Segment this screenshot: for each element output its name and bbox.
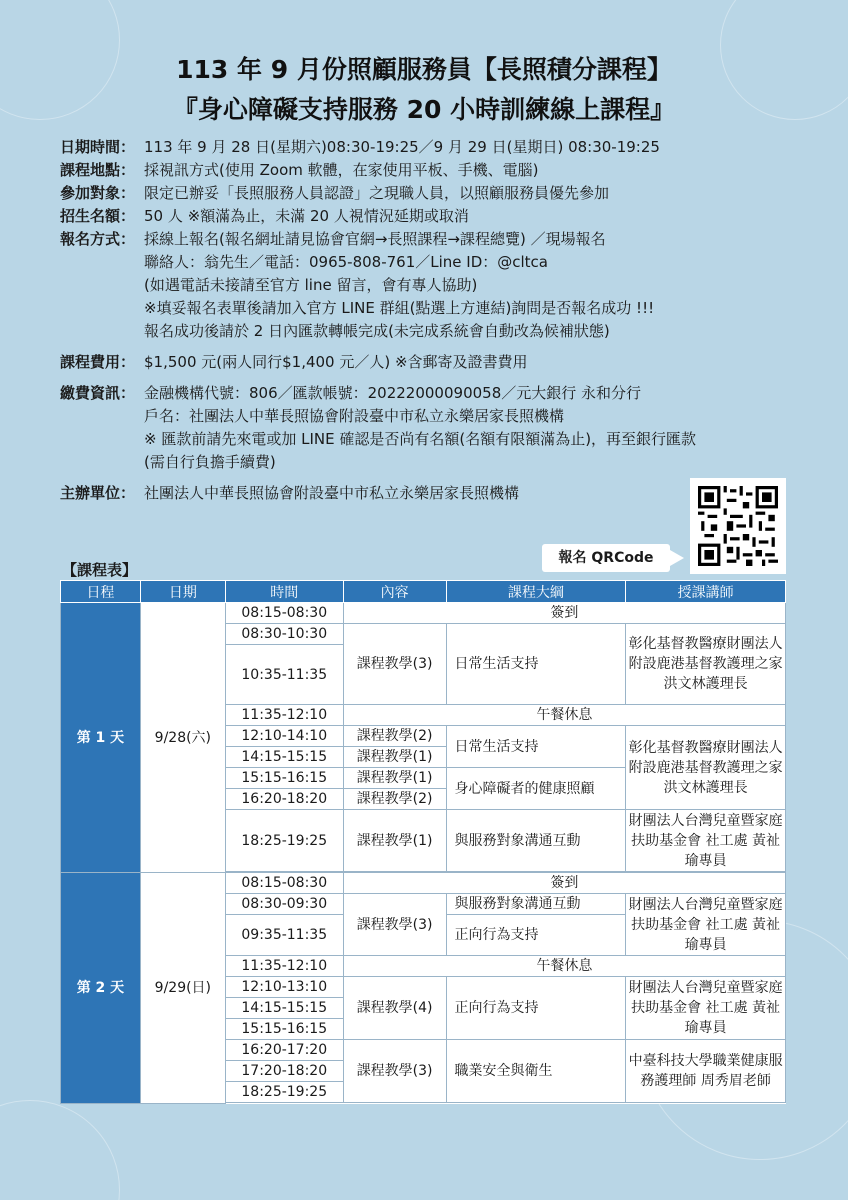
- info-line: 採線上報名(報名網址請見協會官網→長照課程→課程總覽) ／現場報名: [144, 230, 606, 248]
- header-content: 內容: [343, 581, 446, 603]
- checkin-cell: 簽到: [343, 873, 785, 894]
- qr-code-label: 報名 QRCode: [542, 544, 670, 572]
- day1-label: 第 1 天: [61, 603, 141, 873]
- schedule-title: 【課程表】: [62, 561, 138, 579]
- outline-cell: 身心障礙者的健康照顧: [446, 768, 626, 810]
- outline-cell: 與服務對象溝通互動: [446, 894, 626, 915]
- registration-qr-code[interactable]: [690, 478, 786, 574]
- outline-cell: 職業安全與衛生: [446, 1040, 626, 1103]
- outline-cell: 日常生活支持: [446, 726, 626, 768]
- info-row-quota: [60, 205, 800, 228]
- time-cell: 08:30-10:30: [225, 624, 343, 645]
- table-row: [61, 603, 786, 624]
- info-line: ※填妥報名表單後請加入官方 LINE 群組(點選上方連結)詢問是否報名成功 !!!: [144, 299, 655, 317]
- header-date: 日期: [140, 581, 225, 603]
- content-cell: 課程教學(3): [343, 624, 446, 705]
- day2-label: 第 2 天: [61, 873, 141, 1104]
- time-cell: 16:20-17:20: [225, 1040, 343, 1061]
- time-cell: 12:10-14:10: [225, 726, 343, 747]
- instructor-cell: 彰化基督教醫療財團法人附設鹿港基督教護理之家 洪文林護理長: [626, 624, 786, 705]
- page-title-line1: 113 年 9 月份照顧服務員【長照積分課程】: [176, 55, 672, 84]
- info-line: 戶名：社團法人中華長照協會附設臺中市私立永樂居家長照機構: [144, 407, 565, 425]
- lunch-cell: 午餐休息: [343, 705, 785, 726]
- info-label: 課程地點：: [60, 161, 136, 179]
- time-cell: 17:20-18:20: [225, 1061, 343, 1082]
- content-cell: 課程教學(2): [343, 789, 446, 810]
- outline-cell: 與服務對象溝通互動: [446, 810, 626, 872]
- instructor-cell: 彰化基督教醫療財團法人附設鹿港基督教護理之家 洪文林護理長: [626, 726, 786, 810]
- info-row-datetime: [60, 136, 800, 159]
- info-row-registration: [60, 228, 800, 343]
- time-cell: 08:30-09:30: [225, 894, 343, 915]
- time-cell: 08:15-08:30: [225, 603, 343, 624]
- time-cell: 14:15-15:15: [225, 747, 343, 768]
- instructor-cell: 財團法人台灣兒童暨家庭扶助基金會 社工處 黃祉瑜專員: [626, 810, 786, 872]
- info-label: 招生名額：: [60, 207, 136, 225]
- info-label: 報名方式：: [60, 230, 136, 248]
- time-cell: 10:35-11:35: [225, 645, 343, 705]
- info-line: (需自行負擔手續費): [144, 453, 276, 471]
- time-cell: 11:35-12:10: [225, 956, 343, 977]
- instructor-cell: 財團法人台灣兒童暨家庭扶助基金會 社工處 黃祉瑜專員: [626, 977, 786, 1040]
- content-cell: 課程教學(1): [343, 768, 446, 789]
- time-cell: 14:15-15:15: [225, 998, 343, 1019]
- info-row-organizer: [60, 482, 800, 505]
- header-day: 日程: [61, 581, 141, 603]
- time-cell: 18:25-19:25: [225, 1082, 343, 1103]
- time-cell: 09:35-11:35: [225, 915, 343, 956]
- time-cell: 12:10-13:10: [225, 977, 343, 998]
- info-label: 日期時間：: [60, 138, 136, 156]
- content-cell: 課程教學(3): [343, 894, 446, 956]
- info-row-payment: [60, 382, 800, 474]
- flower-decoration-bottom-left: [0, 1100, 120, 1200]
- time-cell: 16:20-18:20: [225, 789, 343, 810]
- content-cell: 課程教學(4): [343, 977, 446, 1040]
- info-line: 113 年 9 月 28 日(星期六)08:30-19:25／9 月 29 日(星期日) 08:30-19:25: [144, 138, 660, 156]
- time-cell: 08:15-08:30: [225, 873, 343, 894]
- page-title-line2: 『身心障礙支持服務 20 小時訓練線上課程』: [172, 95, 676, 124]
- day1-date: 9/28(六): [140, 603, 225, 873]
- course-info: [60, 136, 800, 505]
- info-line: 50 人 ※額滿為止，未滿 20 人視情況延期或取消: [144, 207, 469, 225]
- info-row-location: [60, 159, 800, 182]
- info-label: 主辦單位：: [60, 484, 136, 502]
- instructor-cell: 中臺科技大學職業健康服務護理師 周秀眉老師: [626, 1040, 786, 1103]
- content-cell: 課程教學(1): [343, 747, 446, 768]
- info-line: 社團法人中華長照協會附設臺中市私立永樂居家長照機構: [144, 484, 520, 502]
- table-row: [61, 873, 786, 894]
- time-cell: 11:35-12:10: [225, 705, 343, 726]
- header-instructor: 授課講師: [626, 581, 786, 603]
- info-label: 課程費用：: [60, 353, 136, 371]
- info-line: 限定已辦妥「長照服務人員認證」之現職人員，以照顧服務員優先參加: [144, 184, 610, 202]
- checkin-cell: 簽到: [343, 603, 785, 624]
- info-label: 繳費資訊：: [60, 384, 136, 402]
- lunch-cell: 午餐休息: [343, 956, 785, 977]
- table-header-row: [61, 581, 786, 603]
- info-row-fee: [60, 351, 800, 374]
- info-line: 採視訊方式(使用 Zoom 軟體，在家使用平板、手機、電腦): [144, 161, 539, 179]
- info-row-audience: [60, 182, 800, 205]
- info-line: 金融機構代號：806／匯款帳號：20222000090058／元大銀行 永和分行: [144, 384, 642, 402]
- outline-cell: 正向行為支持: [446, 977, 626, 1040]
- info-label: 參加對象：: [60, 184, 136, 202]
- time-cell: 18:25-19:25: [225, 810, 343, 872]
- info-line: 報名成功後請於 2 日內匯款轉帳完成(未完成系統會自動改為候補狀態): [144, 322, 610, 340]
- info-line: ※ 匯款前請先來電或加 LINE 確認是否尚有名額(名額有限額滿為止)，再至銀行匯款: [144, 430, 697, 448]
- content-cell: 課程教學(3): [343, 1040, 446, 1103]
- course-schedule-table: [60, 580, 786, 1104]
- day2-date: 9/29(日): [140, 873, 225, 1104]
- instructor-cell: 財團法人台灣兒童暨家庭扶助基金會 社工處 黃祉瑜專員: [626, 894, 786, 956]
- time-cell: 15:15-16:15: [225, 1019, 343, 1040]
- outline-cell: 正向行為支持: [446, 915, 626, 956]
- time-cell: 15:15-16:15: [225, 768, 343, 789]
- header-outline: 課程大綱: [446, 581, 626, 603]
- content-cell: 課程教學(2): [343, 726, 446, 747]
- info-line: (如遇電話未接請至官方 line 留言，會有專人協助): [144, 276, 478, 294]
- outline-cell: 日常生活支持: [446, 624, 626, 705]
- info-line: 聯絡人：翁先生／電話：0965-808-761／Line ID：@cltca: [144, 253, 548, 271]
- qr-code-icon: [698, 486, 778, 566]
- content-cell: 課程教學(1): [343, 810, 446, 872]
- header-time: 時間: [225, 581, 343, 603]
- info-line: $1,500 元(兩人同行$1,400 元／人) ※含郵寄及證書費用: [144, 353, 528, 371]
